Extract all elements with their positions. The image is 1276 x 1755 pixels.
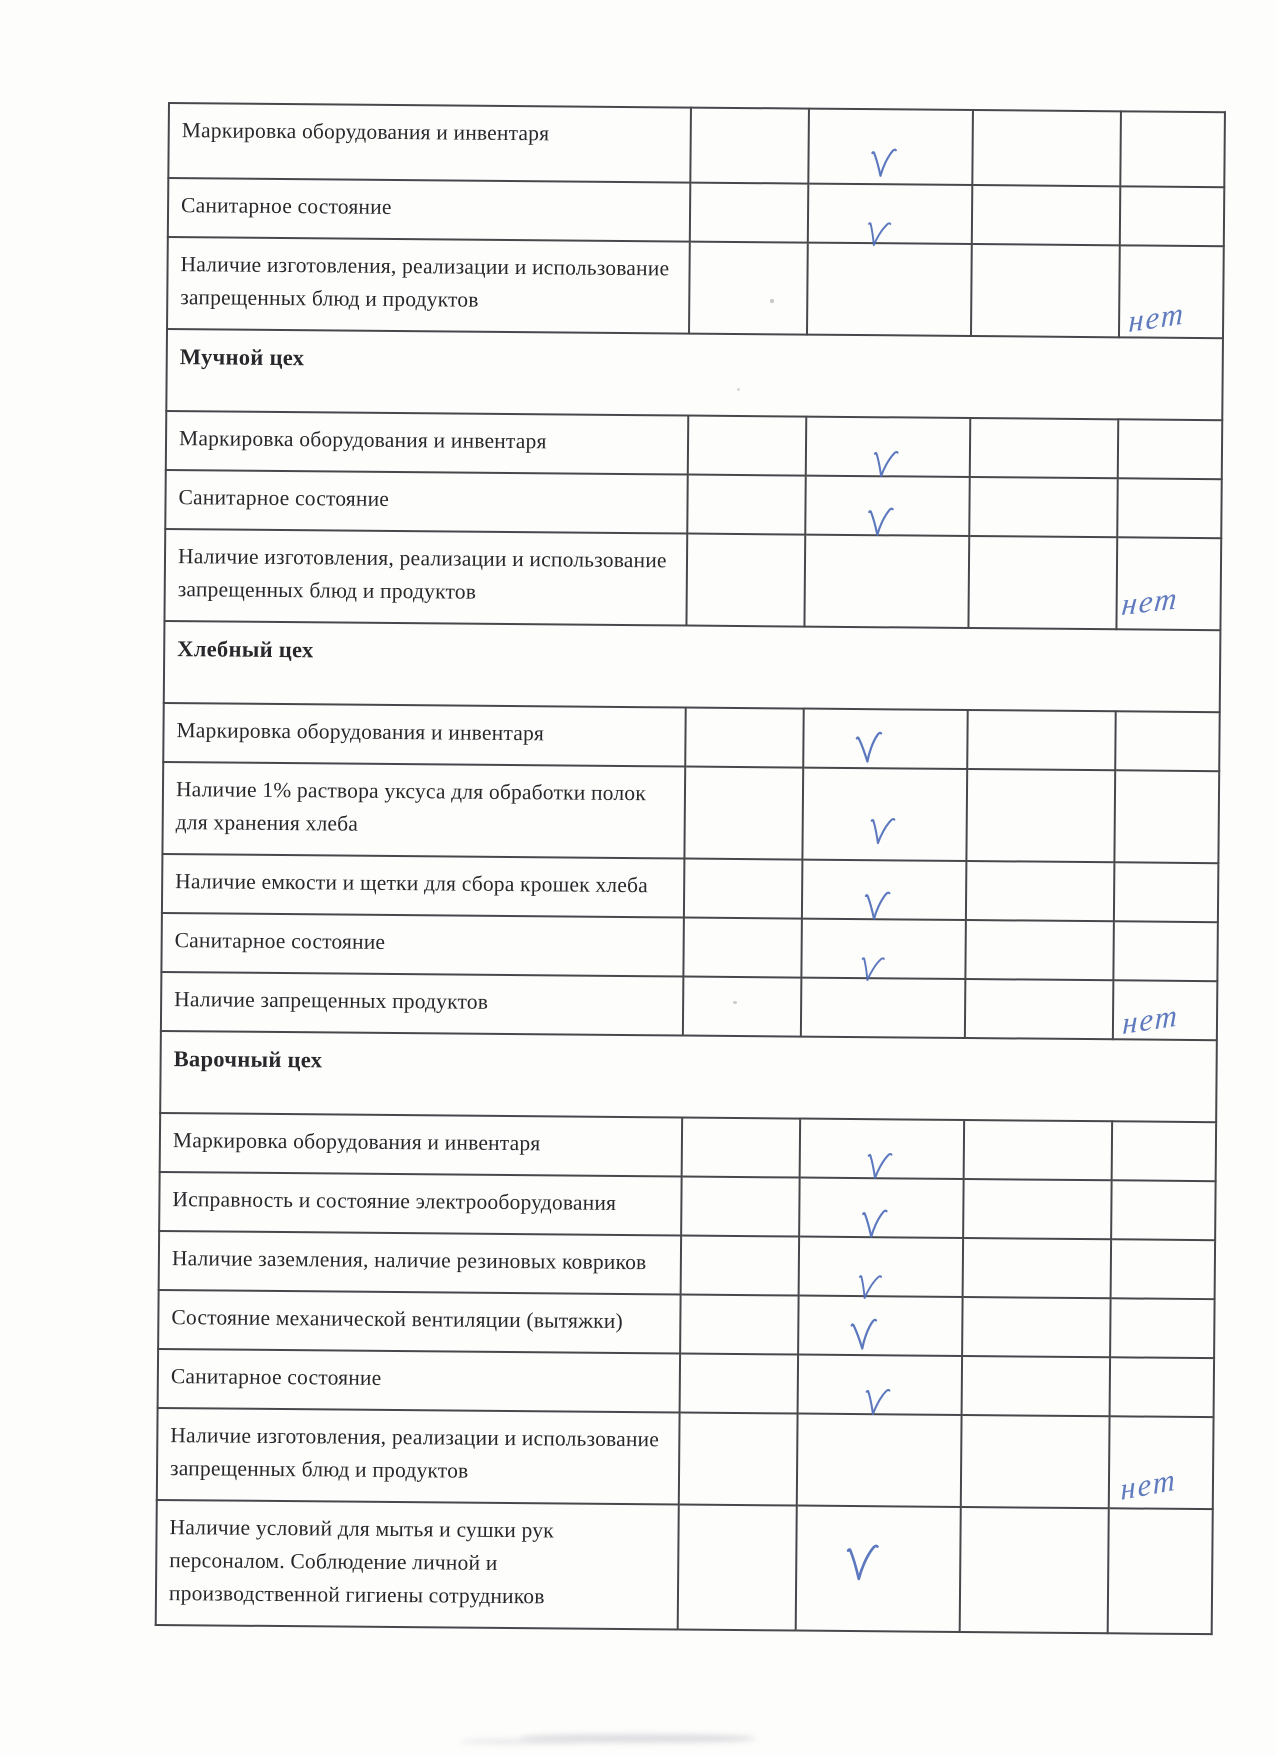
item-description-cell <box>163 703 685 767</box>
table-row <box>164 529 1221 630</box>
item-description-cell <box>162 854 684 918</box>
item-description: Наличие изготовления, реализации и использование запрещенных блюд и продуктов <box>169 1423 660 1483</box>
empty-cell <box>1120 186 1225 246</box>
empty-cell <box>688 416 807 476</box>
inspection-checklist-table <box>155 102 1226 1635</box>
table-row <box>158 1349 1214 1417</box>
item-description: Наличие запрещенных продуктов <box>174 987 489 1014</box>
table-row <box>168 103 1225 187</box>
result-cell-checked <box>808 184 973 244</box>
result-cell-net <box>1109 1416 1214 1509</box>
result-cell-net <box>1119 245 1224 338</box>
checkmark-icon <box>845 1314 884 1358</box>
item-description-cell <box>161 913 683 977</box>
checkmark-icon <box>840 1538 883 1588</box>
result-cell-checked <box>799 1178 964 1238</box>
empty-cell <box>965 979 1114 1039</box>
empty-cell <box>968 536 1117 629</box>
result-cell-checked <box>803 709 968 769</box>
item-description: Маркировка оборудования и инвентаря <box>178 426 547 454</box>
scan-smudge-artifact <box>460 1739 580 1744</box>
item-description: Маркировка оборудования и инвентаря <box>181 118 550 146</box>
empty-cell <box>969 477 1118 537</box>
item-description-cell <box>162 762 685 859</box>
empty-cell <box>683 977 802 1037</box>
empty-cell <box>962 1356 1111 1416</box>
empty-cell <box>681 1177 800 1237</box>
result-cell-checked <box>802 860 967 920</box>
table-row <box>156 1500 1213 1634</box>
empty-cell <box>1108 1508 1213 1634</box>
item-description: Наличие 1% раствора уксуса для обработки полок для хранения хлеба <box>175 777 647 836</box>
empty-cell <box>797 1414 962 1507</box>
section-title: Варочный цех <box>160 1031 1217 1122</box>
item-description-cell <box>159 1231 681 1295</box>
checkmark-icon <box>850 727 889 771</box>
empty-cell <box>963 1238 1112 1298</box>
empty-cell <box>689 242 808 335</box>
empty-cell <box>1113 921 1218 981</box>
item-description-cell <box>168 178 690 242</box>
empty-cell <box>683 918 802 978</box>
empty-cell <box>965 920 1114 980</box>
result-cell-checked <box>802 768 967 861</box>
empty-cell <box>1114 862 1219 922</box>
section-title: Мучной цех <box>166 329 1223 420</box>
result-cell-checked <box>806 417 971 477</box>
result-cell-checked <box>805 476 970 536</box>
handwritten-net-annotation: нет <box>1119 1461 1178 1507</box>
item-description: Санитарное состояние <box>178 485 390 511</box>
table-row <box>157 1408 1214 1509</box>
empty-cell <box>966 769 1115 862</box>
section-header-row <box>160 1031 1217 1122</box>
item-description: Маркировка оборудования и инвентаря <box>172 1128 541 1156</box>
section-header-row <box>164 621 1221 712</box>
empty-cell <box>679 1413 798 1506</box>
item-description-cell <box>166 411 688 475</box>
empty-cell <box>1110 1298 1215 1358</box>
empty-cell <box>962 1297 1111 1357</box>
handwritten-net-annotation: нет <box>1120 580 1181 623</box>
item-description: Санитарное состояние <box>174 928 386 954</box>
table-row <box>165 470 1221 538</box>
scan-speck <box>737 388 740 391</box>
item-description-cell <box>157 1408 680 1505</box>
empty-cell <box>961 1415 1110 1508</box>
empty-cell <box>964 1120 1113 1180</box>
empty-cell <box>1118 419 1223 479</box>
table-row <box>168 178 1224 246</box>
empty-cell <box>804 535 969 628</box>
table-row <box>161 913 1217 981</box>
item-description: Санитарное состояние <box>170 1364 382 1390</box>
item-description: Наличие заземления, наличие резиновых ковриков <box>171 1246 647 1275</box>
item-description-cell <box>168 103 691 183</box>
table-row <box>160 1113 1216 1181</box>
empty-cell <box>682 1118 801 1178</box>
empty-cell <box>678 1505 797 1631</box>
empty-cell <box>807 243 972 336</box>
item-description-cell <box>161 972 683 1036</box>
handwritten-net-annotation: нет <box>1121 997 1180 1042</box>
result-cell-checked <box>800 1119 965 1179</box>
handwritten-net-annotation: нет <box>1128 295 1186 340</box>
empty-cell <box>801 978 966 1038</box>
result-cell-checked <box>798 1355 963 1415</box>
result-cell-net <box>1113 980 1218 1040</box>
empty-cell <box>690 183 809 243</box>
result-cell-checked <box>801 919 966 979</box>
result-cell-checked <box>808 109 973 185</box>
empty-cell <box>966 861 1115 921</box>
item-description-cell <box>158 1290 680 1354</box>
empty-cell <box>967 710 1116 770</box>
checkmark-icon <box>865 813 897 850</box>
section-title: Хлебный цех <box>164 621 1221 712</box>
section-header-row <box>166 329 1223 420</box>
empty-cell <box>686 534 805 627</box>
item-description: Наличие изготовления, реализации и использование запрещенных блюд и продуктов <box>180 252 670 312</box>
empty-cell <box>681 1236 800 1296</box>
item-description: Наличие условий для мытья и сушки рук персоналом. Соблюдение личной и производственной гигиены сотрудников <box>168 1515 554 1609</box>
result-cell-net <box>1116 537 1221 630</box>
table-row <box>162 762 1219 863</box>
item-description-cell <box>159 1172 681 1236</box>
empty-cell <box>685 708 804 768</box>
table-row <box>162 854 1218 922</box>
empty-cell <box>970 418 1119 478</box>
empty-cell <box>680 1354 799 1414</box>
table-row <box>159 1231 1215 1299</box>
empty-cell <box>1117 478 1222 538</box>
scan-speck <box>770 299 774 303</box>
empty-cell <box>680 1295 799 1355</box>
table-row <box>163 703 1219 771</box>
empty-cell <box>1110 1357 1215 1417</box>
result-cell-checked <box>799 1237 964 1297</box>
item-description: Исправность и состояние электрооборудования <box>172 1187 617 1215</box>
table-row <box>161 972 1217 1040</box>
item-description-cell <box>165 470 687 534</box>
empty-cell <box>1111 1239 1216 1299</box>
empty-cell <box>960 1507 1109 1633</box>
result-cell-checked <box>796 1506 961 1632</box>
item-description-cell <box>160 1113 682 1177</box>
result-cell-checked <box>798 1296 963 1356</box>
empty-cell <box>971 244 1120 337</box>
table-row <box>167 237 1224 338</box>
item-description: Наличие изготовления, реализации и использование запрещенных блюд и продуктов <box>177 544 667 604</box>
empty-cell <box>972 185 1121 245</box>
inspection-checklist-table-wrap <box>155 102 1224 1635</box>
empty-cell <box>1115 711 1220 771</box>
empty-cell <box>690 108 809 184</box>
table-row <box>158 1290 1214 1358</box>
item-description-cell <box>156 1500 679 1630</box>
item-description: Наличие емкости и щетки для сбора крошек хлеба <box>175 869 648 898</box>
empty-cell <box>1114 770 1219 863</box>
empty-cell <box>972 110 1121 186</box>
table-row <box>166 411 1222 479</box>
checkmark-icon <box>867 143 901 182</box>
item-description-cell <box>164 529 687 626</box>
item-description-cell <box>158 1349 680 1413</box>
table-row <box>159 1172 1215 1240</box>
empty-cell <box>684 767 803 860</box>
empty-cell <box>687 475 806 535</box>
scan-speck <box>733 1001 737 1004</box>
item-description-cell <box>167 237 690 334</box>
item-description: Состояние механической вентиляции (вытяжки) <box>171 1305 624 1334</box>
empty-cell <box>1112 1121 1217 1181</box>
empty-cell <box>1111 1180 1216 1240</box>
empty-cell <box>1120 111 1225 187</box>
empty-cell <box>963 1179 1112 1239</box>
item-description: Маркировка оборудования и инвентаря <box>176 718 545 746</box>
item-description: Санитарное состояние <box>180 193 392 219</box>
empty-cell <box>684 859 803 919</box>
